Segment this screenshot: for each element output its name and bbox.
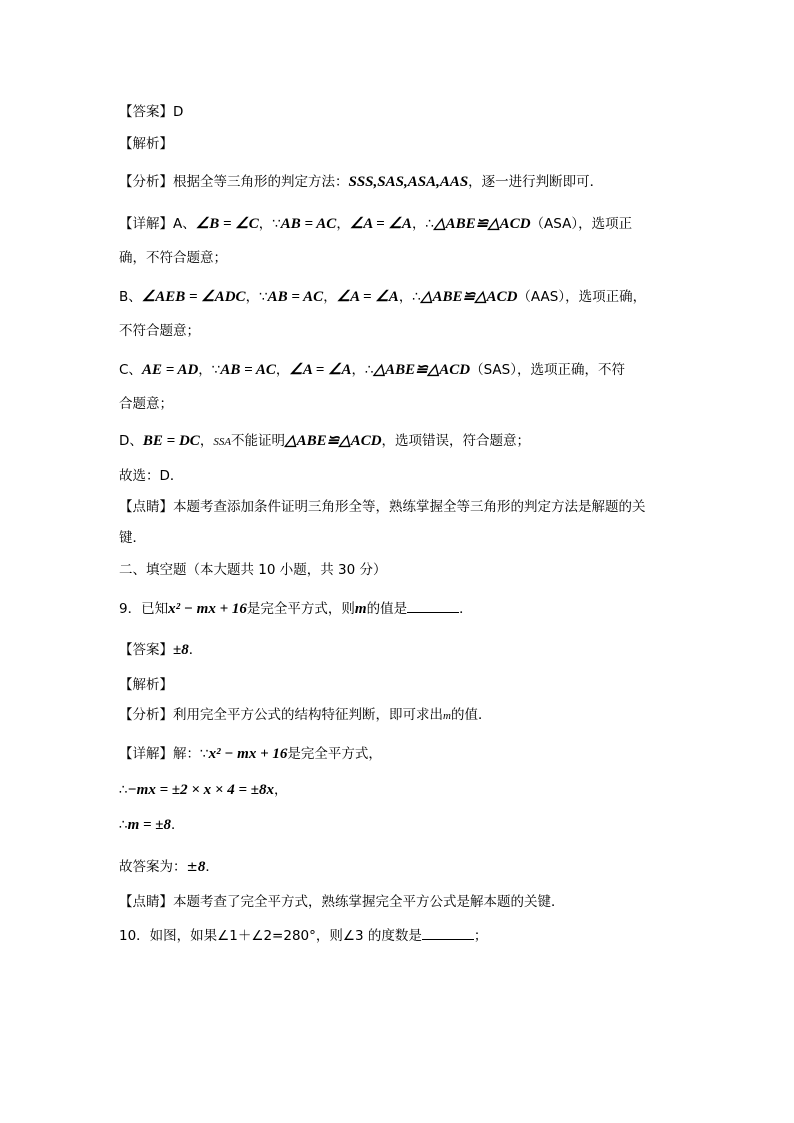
detail-option-b-cont: 不符合题意； bbox=[119, 323, 200, 339]
math-expr: BE = DC bbox=[142, 433, 200, 449]
detail-q9: 【详解】解：∵x² − mx + 16是完全平方式， bbox=[119, 746, 382, 762]
section-heading: 二、填空题（本大题共 10 小题，共 30 分） bbox=[119, 562, 387, 578]
final-answer-q9: 故答案为：±8． bbox=[119, 859, 219, 875]
math-expr: AE = AD bbox=[141, 362, 199, 378]
math-expr: AB = AC bbox=[220, 362, 276, 378]
math-expr: ∠A = ∠A bbox=[336, 289, 399, 305]
math-expr: m bbox=[354, 601, 367, 617]
math-expr: m = ±8 bbox=[127, 817, 172, 833]
math-expr: ∠AEB = ∠ADC bbox=[141, 289, 246, 305]
analysis-heading-q8: 【解析】 bbox=[119, 136, 173, 152]
math-expr: −mx = ±2 × x × 4 = ±8x bbox=[127, 782, 275, 798]
conclusion-q8: 故选：D． bbox=[119, 468, 184, 484]
math-expr: x² − mx + 16 bbox=[208, 746, 288, 762]
math-expr: △ABE≌△ACD bbox=[373, 362, 471, 378]
question-10: 10．如图，如果∠1＋∠2=280°，则∠3 的度数是 ； bbox=[119, 925, 487, 946]
detail-option-a-cont: 确，不符合题意； bbox=[119, 250, 227, 266]
answer-label-q8: 【答案】D bbox=[119, 104, 184, 120]
math-expr: ∠A = ∠A bbox=[349, 216, 412, 232]
answer-blank bbox=[422, 925, 474, 940]
analysis-heading-q9: 【解析】 bbox=[119, 677, 173, 693]
detail-q9-step1: ∴−mx = ±2 × x × 4 = ±8x， bbox=[119, 782, 288, 798]
math-expr: m bbox=[443, 710, 451, 722]
detail-option-b: B、∠AEB = ∠ADC，∵AB = AC，∠A = ∠A，∴△ABE≌△ACD（AAS），选项正确， bbox=[119, 289, 647, 305]
comment-q9: 【点睛】本题考查了完全平方式，熟练掌握完全平方公式是解本题的关键． bbox=[119, 894, 565, 910]
answer-blank bbox=[407, 598, 459, 613]
math-expr: x² − mx + 16 bbox=[168, 601, 247, 617]
comment-q8: 【点睛】本题考查添加条件证明三角形全等，熟练掌握全等三角形的判定方法是解题的关 bbox=[119, 499, 646, 515]
math-expr: ∠B = ∠C bbox=[195, 216, 259, 232]
analysis-text-q8: 【分析】根据全等三角形的判定方法：SSS,SAS,ASA,AAS，逐一进行判断即可． bbox=[119, 174, 604, 190]
detail-option-c-cont: 合题意； bbox=[119, 396, 173, 412]
math-expr: AB = AC bbox=[280, 216, 337, 232]
math-expr: 8 bbox=[197, 859, 206, 875]
math-expr: AB = AC bbox=[267, 289, 324, 305]
analysis-text-q9: 【分析】利用完全平方公式的结构特征判断，即可求出m的值． bbox=[119, 707, 492, 723]
math-expr: △ABE≌△ACD bbox=[420, 289, 518, 305]
comment-q8-cont: 键． bbox=[119, 530, 146, 546]
math-expr: △ABE≌△ACD bbox=[434, 216, 531, 232]
math-expr: ∠A = ∠A bbox=[289, 362, 352, 378]
answer-q9: 【答案】±8． bbox=[119, 642, 203, 658]
question-9: 9．已知x² − mx + 16是完全平方式，则m的值是 ． bbox=[119, 598, 473, 619]
detail-option-a: 【详解】A、∠B = ∠C，∵AB = AC，∠A = ∠A，∴△ABE≌△ACD（ASA），选项正 bbox=[119, 216, 633, 232]
detail-q9-step2: ∴m = ±8． bbox=[119, 817, 185, 833]
math-expr: ±8 bbox=[173, 642, 189, 658]
math-expr: △ABE≌△ACD bbox=[285, 433, 382, 449]
math-expr: SSS,SAS,ASA,AAS bbox=[348, 174, 469, 190]
math-expr: SSA bbox=[213, 436, 232, 448]
detail-option-c: C、AE = AD，∵AB = AC，∠A = ∠A，∴△ABE≌△ACD（SAS），选项正确，不符 bbox=[119, 362, 625, 378]
detail-option-d: D、BE = DC，SSA不能证明△ABE≌△ACD，选项错误，符合题意； bbox=[119, 433, 531, 449]
